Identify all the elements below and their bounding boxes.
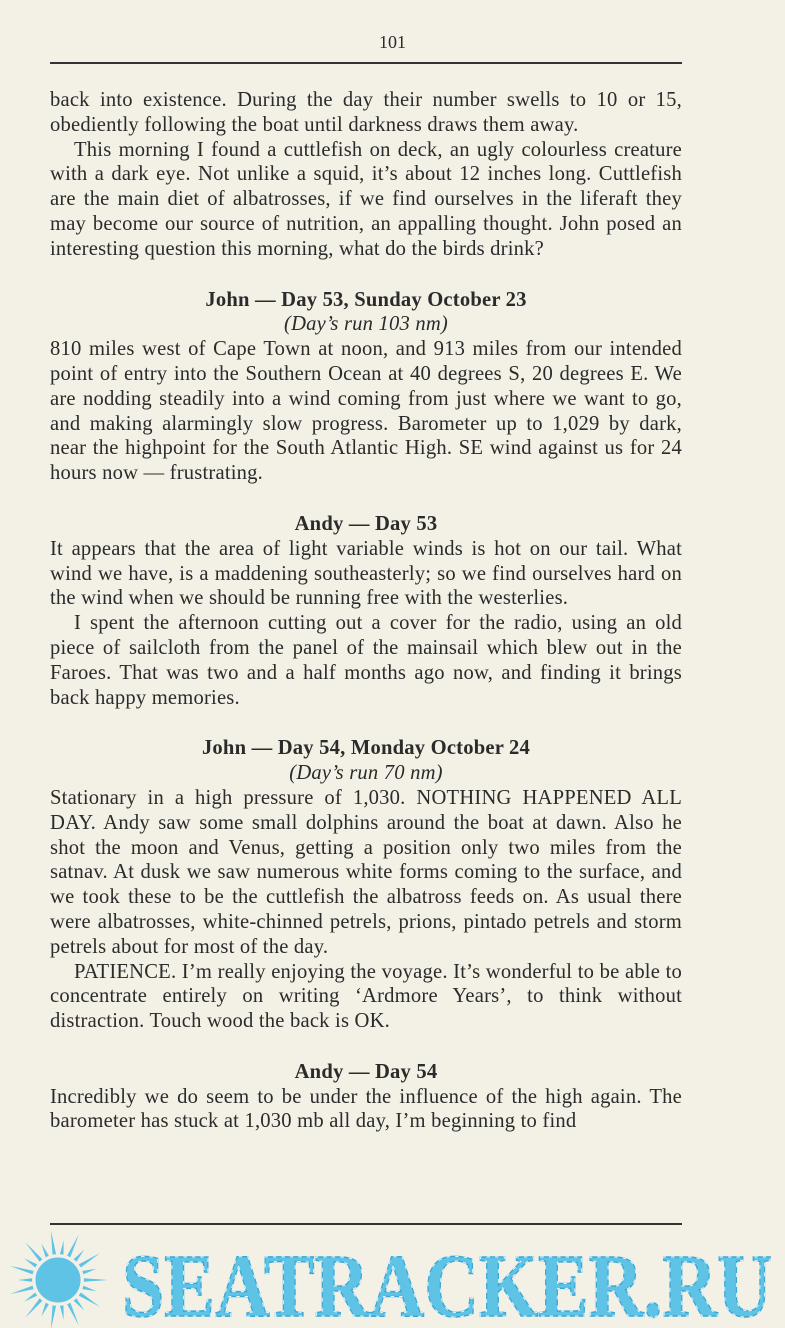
entry-subheading: (Day’s run 103 nm) bbox=[284, 313, 448, 336]
svg-text:SEATRACKER.RU: SEATRACKER.RU bbox=[122, 1237, 772, 1328]
watermark bbox=[0, 1228, 785, 1328]
paragraph: I spent the afternoon cutting out a cover for the radio, using an old piece of sailcloth from the panel of the mainsail which blew out in the Faroes. That was two and a half months ago now, and finding it brings back happy memories. bbox=[50, 612, 682, 709]
sun-ray bbox=[24, 1258, 37, 1267]
sun-ray bbox=[79, 1293, 100, 1308]
sun-ray bbox=[74, 1250, 85, 1262]
paragraph: This morning I found a cuttlefish on deck, an ugly colourless creature with a dark eye. Not unlike a squid, it’s about 12 inches long. Cuttlefish are the main diet of albatrosses, if we find ourselves in the liferaft they may become our source of nutrition, an appalling thought. John posed an interesting question this morning, what do the birds drink? bbox=[50, 138, 682, 260]
sun-ray bbox=[84, 1278, 108, 1282]
sun-ray bbox=[60, 1305, 64, 1319]
sun-ray bbox=[51, 1231, 56, 1255]
sun-icon bbox=[0, 1228, 120, 1328]
paragraph: 810 miles west of Cape Town at noon, and 913 miles from our intended point of entry into the Southern Ocean at 40 degrees S, 20 degrees E. We are nodding steadily into a wind coming from just where we want to go, and making alarmingly slow progress. Barometer up to 1,029 by dark, near the highpoint for the South Atlantic High. SE wind against us for 24 hours now — frustrating. bbox=[50, 338, 682, 485]
entry-heading: John — Day 54, Monday October 24 bbox=[201, 737, 531, 760]
sun-ray bbox=[10, 1286, 34, 1295]
paragraph: back into existence. During the day their number swells to 10 or 15, obediently following the boat until darkness draws them away. bbox=[50, 89, 682, 136]
sun-ray bbox=[67, 1235, 79, 1258]
entry-subheading: (Day’s run 70 nm) bbox=[289, 762, 443, 785]
header-rule bbox=[50, 62, 682, 64]
sun-ray bbox=[60, 1240, 64, 1254]
entry-heading: Andy — Day 53 bbox=[294, 512, 438, 535]
sun-ray bbox=[24, 1293, 37, 1302]
paragraph: Incredibly we do seem to be under the influence of the high again. The barometer has stuck at 1,030 mb all day, I’m beginning to find bbox=[50, 1085, 682, 1133]
page-number: 101 bbox=[379, 32, 406, 52]
entry-heading: John — Day 53, Sunday October 23 bbox=[205, 288, 527, 311]
sun-ray bbox=[41, 1303, 49, 1317]
sun-ray bbox=[10, 1266, 34, 1275]
page-body bbox=[50, 88, 682, 1134]
paragraph: Stationary in a high pressure of 1,030. NOTHING HAPPENED ALL DAY. Andy saw some small dolphins around the boat at dawn. Also he shot the moon and Venus, getting a position only two miles from the satnav. At dusk we saw numerous white forms coming to the surface, and we took these to be the cuttlefish the albatross feeds on. As usual there were albatrosses, white-chinned petrels, prions, pintado petrels and storm petrels about for most of the day. bbox=[50, 786, 682, 958]
watermark-text bbox=[118, 1228, 783, 1328]
sun-ray bbox=[82, 1286, 96, 1292]
paragraph: PATIENCE. I’m really enjoying the voyage. It’s wonderful to be able to concentrate entirely on writing ‘Ardmore Years’, to think without distraction. Touch wood the back is OK. bbox=[50, 960, 682, 1033]
sun-ray bbox=[25, 1242, 42, 1261]
sun-ray bbox=[25, 1298, 42, 1317]
sun-ray bbox=[51, 1305, 56, 1328]
paragraph: It appears that the area of light variable winds is hot on our tail. What wind we have, is a maddening southeasterly; so we find ourselves hard on the wind when we should be running free with the westerlies. bbox=[50, 537, 682, 610]
sun-ray bbox=[18, 1278, 32, 1282]
sun-ray bbox=[79, 1253, 100, 1268]
sun-ray bbox=[82, 1269, 96, 1275]
footer-rule bbox=[50, 1223, 682, 1225]
entry-heading: Andy — Day 54 bbox=[294, 1060, 438, 1083]
sun-ray bbox=[41, 1244, 49, 1258]
svg-text:SEATRACKER.RU: SEATRACKER.RU bbox=[122, 1237, 772, 1328]
sun-ray bbox=[67, 1303, 79, 1326]
sun-ray bbox=[74, 1298, 85, 1310]
